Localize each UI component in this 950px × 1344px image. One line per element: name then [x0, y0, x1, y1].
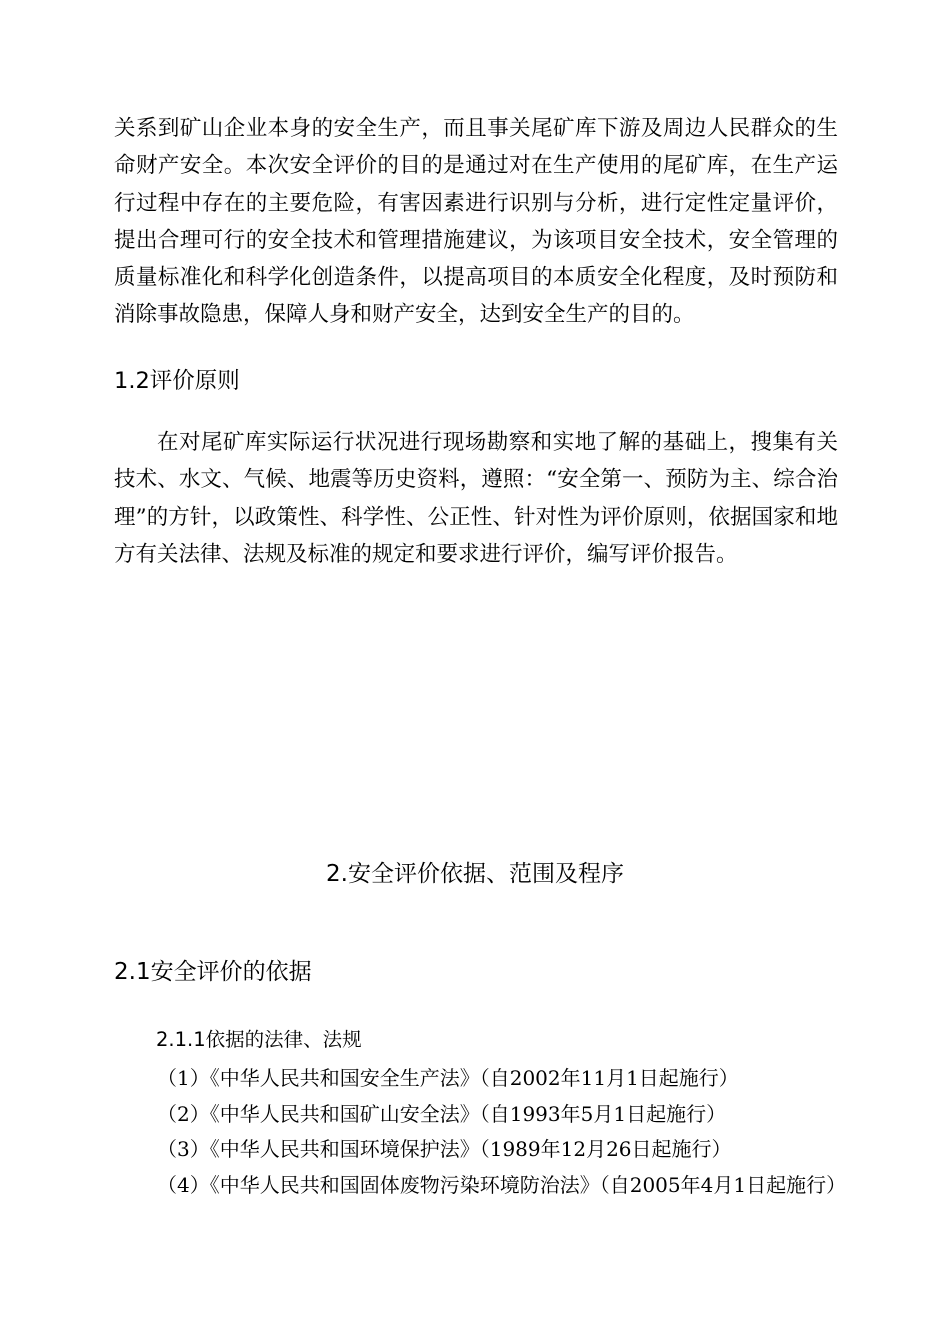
- evaluation-principles-paragraph: 在对尾矿库实际运行状况进行现场勘察和实地了解的基础上，搜集有关技术、水文、气候、地震等历史资料，遵照：“安全第一、预防为主、综合治理”的方针，以政策性、科学性、公正性、针对性为评价原则，依据国家和地方有关法律、法规及标准的规定和要求进行评价，编写评价报告。: [114, 430, 838, 567]
- intro-paragraph: 关系到矿山企业本身的安全生产，而且事关尾矿库下游及周边人民群众的生命财产安全。本次安全评价的目的是通过对在生产使用的尾矿库，在生产运行过程中存在的主要危险，有害因素进行识别与分析，进行定性定量评价，提出合理可行的安全技术和管理措施建议，为该项目安全技术，安全管理的质量标准化和科学化创造条件，以提高项目的本质安全化程度，及时预防和消除事故隐患，保障人身和财产安全，达到安全生产的目的。: [114, 116, 838, 328]
- section-1-2-heading: 1.2评价原则: [114, 368, 240, 394]
- law-list-item: （3）《中华人民共和国环境保护法》（1989年12月26日起施行）: [157, 1137, 732, 1161]
- chapter-2-heading: 2.安全评价依据、范围及程序: [326, 861, 624, 887]
- section-2-1-1-heading: 2.1.1依据的法律、法规: [156, 1028, 362, 1051]
- law-list: [114, 1061, 847, 1203]
- law-list-item: （2）《中华人民共和国矿山安全法》（自1993年5月1日起施行）: [157, 1101, 727, 1126]
- law-list-item: （1）《中华人民共和国安全生产法》（自2002年11月1日起施行）: [157, 1066, 739, 1090]
- section-2-1-heading: 2.1安全评价的依据: [114, 959, 312, 985]
- law-list-item: （4）《中华人民共和国固体废物污染环境防治法》（自2005年4月1日起施行）: [157, 1172, 847, 1197]
